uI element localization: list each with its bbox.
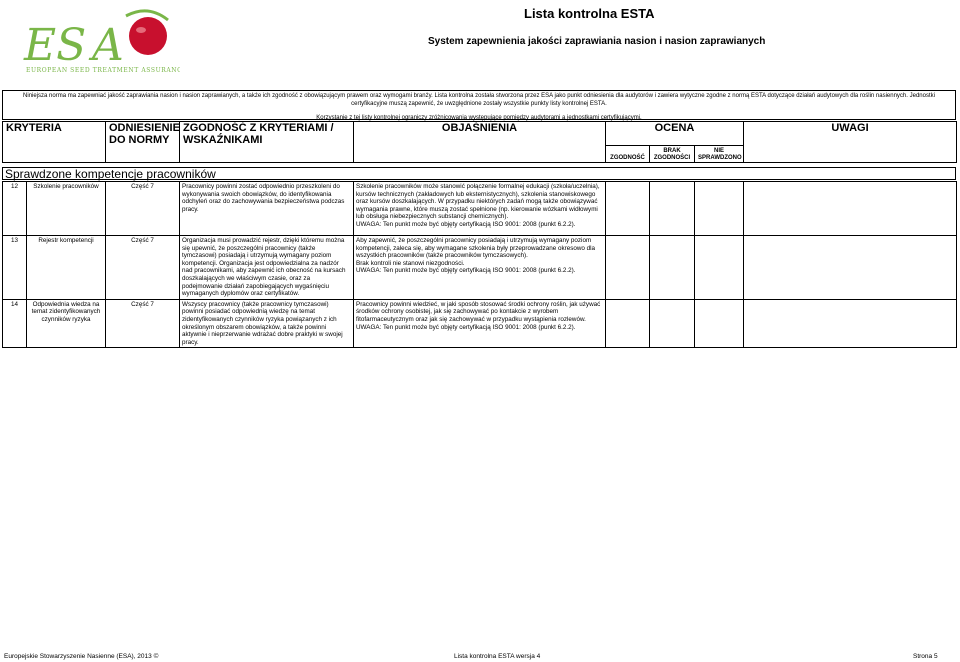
row-compliance: Wszyscy pracownicy (także pracownicy tymczasowi) powinni posiadać odpowiednią wiedzę na temat zidentyfikowanych czynników ryzyka powiązanych z ich określonym obszarem obowiązków, a także powinni aktywnie i nieprzerwanie wdrażać dobre praktyki w swojej pracy. [180, 299, 354, 348]
cell-zgodnosc[interactable] [606, 182, 650, 236]
cell-zgodnosc[interactable] [606, 299, 650, 348]
col-odniesienie: ODNIESIENIE DO NORMY [106, 122, 180, 163]
row-reference: Część 7 [106, 299, 180, 348]
footer-version: Lista kontrolna ESTA wersja 4 [454, 653, 541, 660]
row-number: 14 [3, 299, 27, 348]
col-ocena-brak: BRAK ZGODNOŚCI [650, 146, 695, 163]
svg-text:EUROPEAN SEED TREATMENT ASSURA: EUROPEAN SEED TREATMENT ASSURANCE [26, 67, 180, 74]
table-row [3, 182, 957, 236]
row-criterion: Rejestr kompetencji [27, 236, 106, 300]
intro-text: Niniejsza norma ma zapewniać jakość zaprawiania nasion i nasion zaprawianych, a także ich zgodność z obowiązującym prawem oraz wymogami branży. Lista kontrolna została stworzona przez ESA jako punkt odniesienia dla audytorów i zawiera wytyczne zgodne z normą ESTA dotyczące działań audytowych dla roślin nasiennych. Jednostki certyfikacyjne muszą zapewnić, że uwzględnione zostały wszystkie punkty listy kontrolnej ESTA. [23, 93, 935, 107]
intro-note: Korzystanie z tej listy kontrolnej ograniczy zróżnicowania występujące pomiędzy audytorami a jednostkami certyfikującymi. [316, 115, 642, 121]
svg-text:ES: ES [24, 20, 87, 71]
row-criterion: Szkolenie pracowników [27, 182, 106, 236]
row-compliance: Pracownicy powinni zostać odpowiednio przeszkoleni do wykonywania swoich obowiązków, do identyfikowania odchyleń oraz do zachowywania bezpieczeństwa podczas pracy. [180, 182, 354, 236]
col-ocena-nie: NIE SPRAWDZONO [695, 146, 744, 163]
cell-uwagi[interactable] [744, 182, 957, 236]
cell-uwagi[interactable] [744, 299, 957, 348]
cell-brak-zgodnosci[interactable] [650, 182, 695, 236]
row-criterion: Odpowiednia wiedza na temat zidentyfikowanych czynników ryzyka [27, 299, 106, 348]
header-table [2, 121, 957, 163]
intro-box [2, 90, 956, 120]
row-explanation: Pracownicy powinni wiedzieć, w jaki sposób stosować środki ochrony roślin, jak używać środków ochrony osobistej, jak się zachowywać po kontakcie z wyrobem fitofarmaceutycznym oraz jak się zachowywać w przypadku wystąpienia rozlewów. UWAGA: Ten punkt może być objęty certyfikacją ISO 9001: 2008 (punkt 6.2.2). [354, 299, 606, 348]
col-uwagi: UWAGI [744, 122, 957, 163]
col-ocena: OCENA [606, 122, 744, 146]
section-title: Sprawdzone kompetencje pracowników [2, 167, 956, 180]
col-objasnienia: OBJAŚNIENIA [354, 122, 606, 163]
cell-nie-sprawdzono[interactable] [695, 236, 744, 300]
row-reference: Część 7 [106, 236, 180, 300]
criteria-table [2, 181, 957, 348]
col-zgodnosc: ZGODNOŚĆ Z KRYTERIAMI / WSKAŹNIKAMI [180, 122, 354, 163]
row-compliance: Organizacja musi prowadzić rejestr, dzięki któremu można się upewnić, że poszczególni pracownicy (także tymczasowi) posiadają i utrzymują wymagany poziom kompetencji. Organizacja jest odpowiedzialna za nadzór nad pracownikami, aby zapewnić ich obecność na kursach doszkalających we właściwym czasie, oraz za podejmowanie działań zapobiegających wygaśnięciu wymaganych dyplomów oraz certyfikatów. [180, 236, 354, 300]
row-number: 13 [3, 236, 27, 300]
footer-copyright: Europejskie Stowarzyszenie Nasienne (ESA), 2013 © [4, 653, 159, 660]
row-number: 12 [3, 182, 27, 236]
table-row [3, 299, 957, 348]
document-subtitle: System zapewnienia jakości zaprawiania nasion i nasion zaprawianych [428, 36, 766, 47]
cell-zgodnosc[interactable] [606, 236, 650, 300]
row-reference: Część 7 [106, 182, 180, 236]
footer-page-number: Strona 5 [913, 653, 938, 660]
svg-text:A: A [92, 20, 124, 71]
esta-logo [22, 6, 180, 76]
cell-brak-zgodnosci[interactable] [650, 236, 695, 300]
cell-brak-zgodnosci[interactable] [650, 299, 695, 348]
col-ocena-zgodnosc: ZGODNOŚĆ [606, 146, 650, 163]
row-explanation: Aby zapewnić, że poszczególni pracownicy posiadają i utrzymują wymagany poziom kompetencji, zaleca się, aby wymagane szkolenia były przeprowadzane okresowo dla wszystkich pracowników (także pracowników tymczasowych). Brak kontroli nie stanowi niezgodności. UWAGA: Ten punkt może być objęty certyfikacją ISO 9001: 2008 (punkt 6.2.2). [354, 236, 606, 300]
cell-nie-sprawdzono[interactable] [695, 299, 744, 348]
table-row [3, 236, 957, 300]
cell-uwagi[interactable] [744, 236, 957, 300]
row-explanation: Szkolenie pracowników może stanowić połączenie formalnej edukacji (szkoła/uczelnia), kursów technicznych (zakładowych lub eksternistycznych), szkolenia stanowiskowego oraz kursów doszkalających. W przypadku niektórych zadań mogą także obowiązywać wymagania prawne, które muszą zostać spełnione (np. kierowanie wózkami widłowymi lub obsługa niebezpiecznych substancji chemicznych). UWAGA: Ten punkt może być objęty certyfikacją ISO 9001: 2008 (punkt 6.2.2). [354, 182, 606, 236]
document-title: Lista kontrolna ESTA [524, 6, 655, 21]
col-kryteria: KRYTERIA [3, 122, 106, 163]
cell-nie-sprawdzono[interactable] [695, 182, 744, 236]
